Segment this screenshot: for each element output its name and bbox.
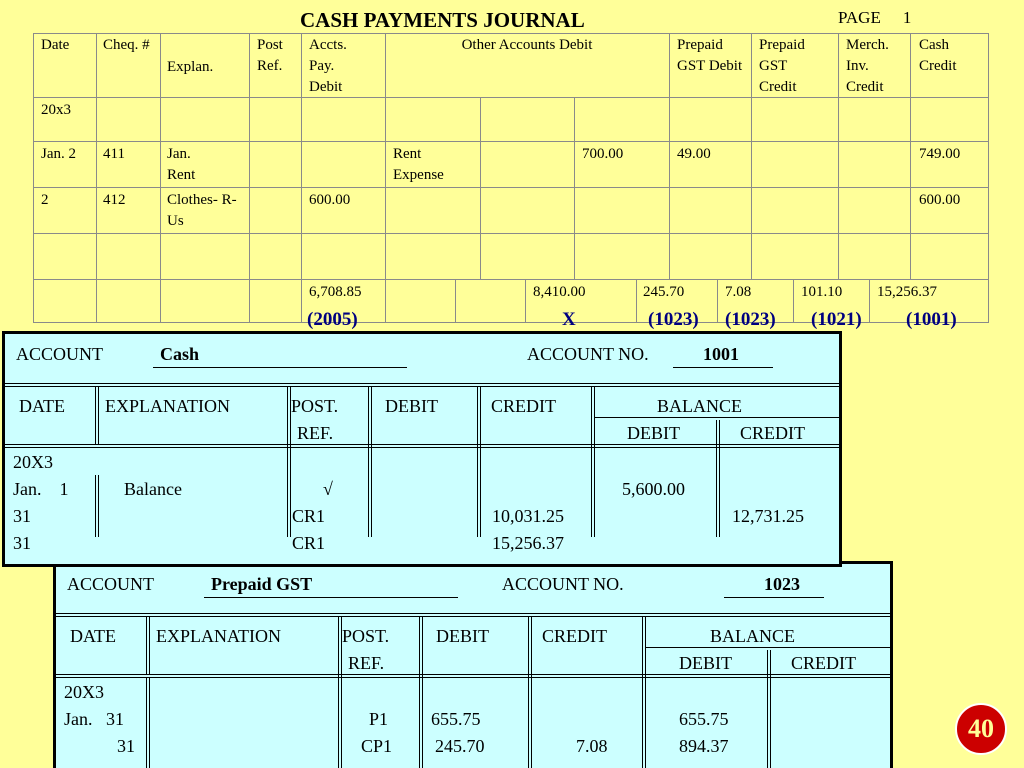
page-number: 1 bbox=[902, 8, 912, 27]
entry-explanation: Balance bbox=[124, 479, 182, 499]
header-post-ref: Post Ref. bbox=[257, 37, 283, 74]
balance-divider bbox=[595, 417, 842, 418]
ledger-year: 20X3 bbox=[64, 682, 104, 702]
entry-date: Jan. 31 bbox=[64, 709, 124, 729]
header-cash-credit: Cash Credit bbox=[919, 37, 957, 74]
total-merch-inv: 101.10 bbox=[801, 284, 843, 300]
col-ref: REF. bbox=[348, 653, 385, 673]
col-balance-debit: DEBIT bbox=[627, 423, 680, 443]
slide-number-badge: 40 bbox=[955, 703, 1007, 755]
col-divider bbox=[146, 677, 150, 768]
account-label: ACCOUNT bbox=[16, 344, 104, 364]
page-label: PAGE bbox=[838, 8, 881, 27]
row2-explan: Clothes- R-Us bbox=[167, 192, 237, 229]
entry-debit: 655.75 bbox=[431, 709, 481, 729]
account-no: 1001 bbox=[703, 344, 739, 364]
col-explanation: EXPLANATION bbox=[156, 626, 281, 646]
col-debit: DEBIT bbox=[385, 396, 438, 416]
journal-page bbox=[838, 8, 911, 28]
header-accts-pay: Accts. Pay. Debit bbox=[309, 37, 347, 95]
entry-date: 31 bbox=[13, 533, 31, 553]
col-post: POST. bbox=[291, 396, 339, 416]
entry-balance-credit: 12,731.25 bbox=[732, 506, 804, 526]
grid-line bbox=[751, 33, 752, 279]
header-explan: Explan. bbox=[167, 59, 214, 75]
col-divider bbox=[642, 616, 646, 768]
col-balance-credit: CREDIT bbox=[791, 653, 856, 673]
row1-gst-debit: 49.00 bbox=[677, 146, 711, 162]
col-divider bbox=[591, 386, 595, 537]
grid-line bbox=[249, 33, 250, 323]
row1-account: Rent Expense bbox=[393, 146, 444, 183]
header-divider bbox=[5, 383, 839, 387]
entry-ref: √ bbox=[323, 479, 333, 499]
col-debit: DEBIT bbox=[436, 626, 489, 646]
entry-credit: 7.08 bbox=[576, 736, 608, 756]
entry-ref: CP1 bbox=[361, 736, 393, 756]
account-no: 1023 bbox=[764, 574, 800, 594]
col-divider bbox=[528, 616, 532, 768]
ledger-prepaid-gst bbox=[53, 561, 893, 768]
col-divider bbox=[716, 420, 720, 537]
col-date: DATE bbox=[19, 396, 65, 416]
grid-line bbox=[33, 33, 34, 323]
col-post: POST. bbox=[342, 626, 390, 646]
grid-line bbox=[33, 279, 989, 280]
grid-line bbox=[160, 33, 161, 323]
journal-title: CASH PAYMENTS JOURNAL bbox=[300, 8, 585, 32]
grid-line bbox=[480, 97, 481, 279]
grid-line bbox=[301, 33, 302, 323]
post-ref-merch-inv: (1021) bbox=[811, 309, 862, 330]
grid-line bbox=[717, 279, 718, 323]
row2-cheq: 412 bbox=[103, 192, 126, 208]
entry-date: 31 bbox=[13, 506, 31, 526]
header-prepaid-gst-credit: Prepaid GST Credit bbox=[759, 37, 805, 95]
total-other: 8,410.00 bbox=[533, 284, 586, 300]
row2-date: 2 bbox=[41, 192, 49, 208]
header-other-accounts: Other Accounts Debit bbox=[461, 37, 593, 53]
account-label: ACCOUNT bbox=[67, 574, 155, 594]
entry-balance-debit: 894.37 bbox=[679, 736, 729, 756]
col-divider bbox=[419, 616, 423, 768]
grid-line bbox=[636, 279, 637, 323]
header-prepaid-gst-debit: Prepaid GST Debit bbox=[677, 37, 743, 74]
grid-line bbox=[669, 33, 670, 279]
ledger-cash bbox=[2, 331, 842, 567]
post-ref-gst-debit: (1023) bbox=[648, 309, 699, 330]
account-no-underline bbox=[673, 367, 773, 368]
grid-line bbox=[33, 233, 989, 234]
grid-line bbox=[574, 97, 575, 279]
entry-credit: 15,256.37 bbox=[492, 533, 564, 553]
entry-balance-debit: 655.75 bbox=[679, 709, 729, 729]
col-divider bbox=[95, 475, 99, 537]
grid-line bbox=[869, 279, 870, 323]
ledger-year: 20X3 bbox=[13, 452, 53, 472]
account-no-label: ACCOUNT NO. bbox=[527, 344, 649, 364]
account-no-label: ACCOUNT NO. bbox=[502, 574, 624, 594]
grid-line bbox=[793, 279, 794, 323]
row1-amount: 700.00 bbox=[582, 146, 624, 162]
grid-line bbox=[385, 33, 386, 323]
post-ref-gst-credit: (1023) bbox=[725, 309, 776, 330]
grid-line bbox=[33, 141, 989, 142]
grid-line bbox=[525, 279, 526, 323]
entry-ref: CR1 bbox=[292, 506, 326, 526]
row1-cash: 749.00 bbox=[919, 146, 961, 162]
journal-year: 20x3 bbox=[41, 102, 71, 118]
col-balance-credit: CREDIT bbox=[740, 423, 805, 443]
col-divider bbox=[95, 386, 99, 444]
account-no-underline bbox=[724, 597, 824, 598]
row1-date: Jan. 2 bbox=[41, 146, 76, 162]
entry-ref: P1 bbox=[369, 709, 389, 729]
header-cheq: Cheq. # bbox=[103, 37, 150, 53]
header-divider bbox=[5, 444, 839, 448]
entry-credit: 10,031.25 bbox=[492, 506, 564, 526]
account-name-underline bbox=[204, 597, 458, 598]
col-credit: CREDIT bbox=[542, 626, 607, 646]
entry-debit: 245.70 bbox=[435, 736, 485, 756]
entry-date: 31 bbox=[117, 736, 135, 756]
entry-date: Jan. 1 bbox=[13, 479, 69, 499]
col-date: DATE bbox=[70, 626, 116, 646]
grid-line bbox=[455, 279, 456, 323]
col-credit: CREDIT bbox=[491, 396, 556, 416]
total-cash: 15,256.37 bbox=[877, 284, 937, 300]
total-gst-credit: 7.08 bbox=[725, 284, 752, 300]
total-accts-pay: 6,708.85 bbox=[309, 284, 362, 300]
grid-line bbox=[988, 33, 989, 323]
account-name: Prepaid GST bbox=[211, 574, 313, 594]
row2-cash: 600.00 bbox=[919, 192, 961, 208]
total-gst-debit: 245.70 bbox=[643, 284, 685, 300]
row2-accts-pay: 600.00 bbox=[309, 192, 351, 208]
header-merch-inv: Merch. Inv. Credit bbox=[846, 37, 889, 95]
col-divider bbox=[368, 386, 372, 537]
col-divider bbox=[477, 386, 481, 537]
col-explanation: EXPLANATION bbox=[105, 396, 230, 416]
journal-table bbox=[33, 33, 989, 323]
account-name-underline bbox=[153, 367, 407, 368]
row1-cheq: 411 bbox=[103, 146, 125, 162]
header-divider bbox=[56, 674, 890, 678]
account-name: Cash bbox=[160, 344, 200, 364]
col-balance: BALANCE bbox=[710, 626, 795, 646]
col-divider bbox=[767, 650, 771, 768]
row1-explan: Jan. Rent bbox=[167, 146, 196, 183]
col-balance-debit: DEBIT bbox=[679, 653, 732, 673]
header-date: Date bbox=[41, 37, 70, 53]
entry-ref: CR1 bbox=[292, 533, 326, 553]
grid-line bbox=[33, 187, 989, 188]
grid-line bbox=[838, 33, 839, 279]
post-ref-cash: (1001) bbox=[906, 309, 957, 330]
grid-line bbox=[910, 33, 911, 279]
entry-balance-debit: 5,600.00 bbox=[622, 479, 685, 499]
col-ref: REF. bbox=[297, 423, 334, 443]
col-balance: BALANCE bbox=[657, 396, 742, 416]
grid-line bbox=[96, 33, 97, 323]
post-ref-accts-pay: (2005) bbox=[307, 309, 358, 330]
post-ref-other: X bbox=[562, 309, 576, 330]
balance-divider bbox=[646, 647, 893, 648]
header-divider bbox=[56, 613, 890, 617]
grid-line bbox=[33, 33, 989, 34]
col-divider bbox=[146, 616, 150, 674]
